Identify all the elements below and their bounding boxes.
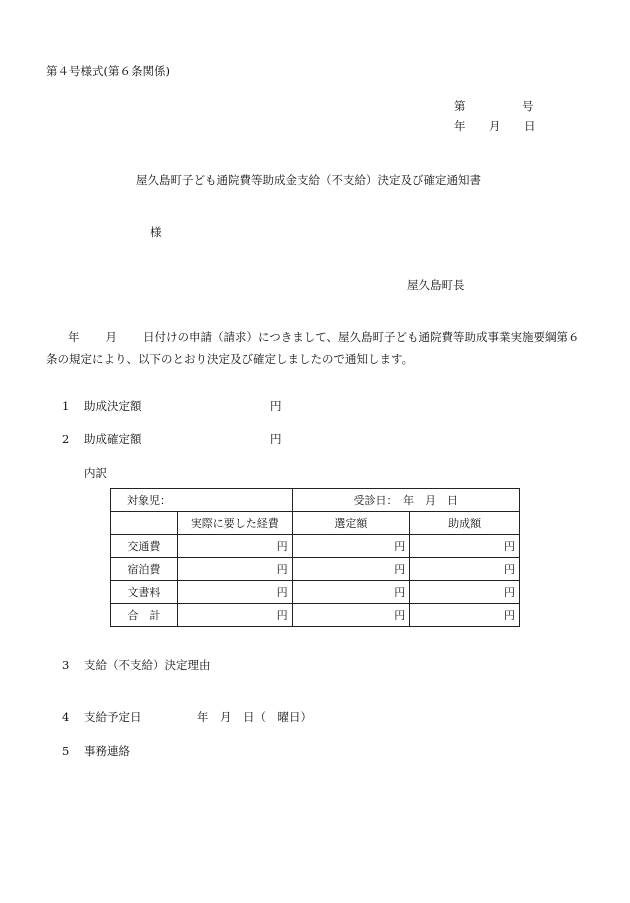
document-title: 屋久島町子ども通院費等助成金支給（不支給）決定及び確定通知書 xyxy=(136,173,481,187)
form-number: 第４号様式(第６条関係) xyxy=(46,64,170,78)
body-year: 年 xyxy=(68,330,80,344)
header-subsidy-amount: 助成額 xyxy=(410,512,520,535)
table-row xyxy=(111,535,520,558)
item-1-number: 1 xyxy=(62,399,70,413)
doc-number-suffix: 号 xyxy=(522,99,534,113)
item-2-unit: 円 xyxy=(270,432,282,446)
row-value: 円 xyxy=(292,558,410,581)
row-value: 円 xyxy=(410,604,520,627)
breakdown-label: 内訳 xyxy=(84,466,107,480)
breakdown-table xyxy=(110,488,520,627)
date-day: 日 xyxy=(524,119,536,133)
table-row xyxy=(111,558,520,581)
item-1-unit: 円 xyxy=(270,399,282,413)
row-value: 円 xyxy=(410,581,520,604)
row-label: 文書料 xyxy=(111,581,178,604)
table-total-row xyxy=(111,604,520,627)
row-value: 円 xyxy=(292,604,410,627)
row-label: 交通費 xyxy=(111,535,178,558)
header-empty-cell xyxy=(111,512,178,535)
issuer-name: 屋久島町長 xyxy=(407,278,465,292)
table-info-row xyxy=(111,489,520,512)
doc-number-prefix: 第 xyxy=(454,99,466,113)
item-2-label: 助成確定額 xyxy=(84,432,142,446)
row-label: 宿泊費 xyxy=(111,558,178,581)
row-value: 円 xyxy=(177,581,292,604)
item-3-label: 支給（不支給）決定理由 xyxy=(84,658,211,672)
date-year: 年 xyxy=(454,119,466,133)
row-value: 円 xyxy=(177,558,292,581)
body-rest: 日付けの申請（請求）につきまして、屋久島町子ども通院費等助成事業実施要綱第６条の規定により、以下のとおり決定及び確定しましたので通知します。 xyxy=(46,330,580,366)
row-value: 円 xyxy=(177,604,292,627)
item-4-label: 支給予定日 xyxy=(84,710,142,724)
row-value: 円 xyxy=(410,535,520,558)
item-4-date: 年 月 日（ 曜日） xyxy=(197,710,312,724)
header-actual-cost: 実際に要した経費 xyxy=(177,512,292,535)
subject-cell: 対象児： xyxy=(111,489,293,512)
addressee-suffix: 様 xyxy=(150,225,162,239)
row-value: 円 xyxy=(292,535,410,558)
item-5-label: 事務連絡 xyxy=(84,744,130,758)
table-header-row xyxy=(111,512,520,535)
item-2-number: 2 xyxy=(62,432,70,446)
item-4-number: 4 xyxy=(62,710,70,724)
item-1-label: 助成決定額 xyxy=(84,399,142,413)
item-3-number: 3 xyxy=(62,658,70,672)
date-month: 月 xyxy=(489,119,501,133)
table-row xyxy=(111,581,520,604)
body-month: 月 xyxy=(105,330,117,344)
notice-body xyxy=(46,326,586,370)
header-selected-amount: 選定額 xyxy=(292,512,410,535)
row-value: 円 xyxy=(177,535,292,558)
row-label: 合 計 xyxy=(111,604,178,627)
row-value: 円 xyxy=(292,581,410,604)
visit-date-cell: 受診日： 年 月 日 xyxy=(292,489,519,512)
row-value: 円 xyxy=(410,558,520,581)
item-5-number: 5 xyxy=(62,744,70,758)
